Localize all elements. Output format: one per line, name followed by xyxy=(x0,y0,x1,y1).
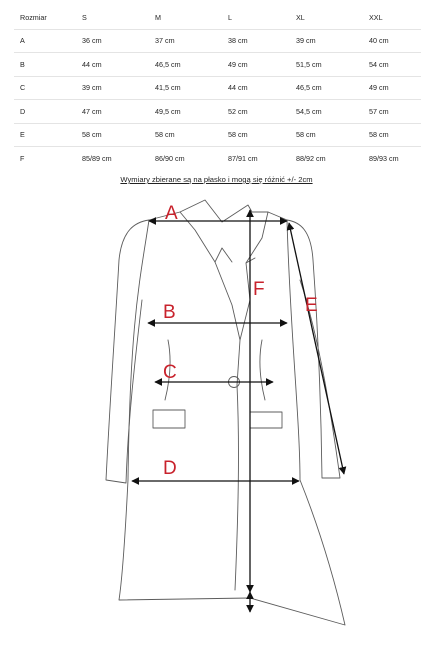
table-cell: 44 cm xyxy=(222,76,290,100)
table-cell: 39 cm xyxy=(290,29,363,53)
table-cell: 57 cm xyxy=(363,100,421,124)
header-cell-s: S xyxy=(76,6,149,29)
size-table xyxy=(14,6,421,170)
table-cell: 40 cm xyxy=(363,29,421,53)
table-cell: 38 cm xyxy=(222,29,290,53)
label-f: F xyxy=(253,279,265,300)
label-b: B xyxy=(163,302,176,323)
table-cell: 51,5 cm xyxy=(290,53,363,77)
table-row xyxy=(14,53,421,77)
label-a: A xyxy=(165,203,178,224)
table-cell: 58 cm xyxy=(76,123,149,147)
table-cell: 36 cm xyxy=(76,29,149,53)
right-lapel-outline xyxy=(240,212,268,340)
table-cell: 47 cm xyxy=(76,100,149,124)
right-pocket-outline xyxy=(250,412,282,428)
label-e: E xyxy=(305,295,318,316)
table-cell: 87/91 cm xyxy=(228,153,258,163)
row-label: B xyxy=(14,53,76,77)
header-cell-l: L xyxy=(222,6,290,29)
row-label: F xyxy=(20,153,25,163)
left-pocket-outline xyxy=(153,410,185,428)
table-cell: 49,5 cm xyxy=(149,100,222,124)
row-label: A xyxy=(14,29,76,53)
front-seam-outline xyxy=(235,385,238,590)
table-cell: 46,5 cm xyxy=(149,53,222,77)
table-cell: 86/90 cm xyxy=(155,153,185,163)
row-label: E xyxy=(14,123,76,147)
table-cell: 46,5 cm xyxy=(290,76,363,100)
row-label: D xyxy=(14,100,76,124)
table-cell: 58 cm xyxy=(149,123,222,147)
table-cell: 52 cm xyxy=(222,100,290,124)
table-row xyxy=(14,76,421,100)
table-cell: 58 cm xyxy=(363,123,421,147)
row-label: C xyxy=(14,76,76,100)
left-lapel-outline xyxy=(180,212,240,385)
table-row xyxy=(14,147,421,170)
measurement-note: Wymiary zbierane są na płasko i mogą się różnić +/- 2cm xyxy=(120,175,313,184)
header-cell-size: Rozmiar xyxy=(14,6,76,29)
right-sleeve-outline xyxy=(287,220,340,478)
table-row xyxy=(14,29,421,53)
header-cell-m: M xyxy=(149,6,222,29)
table-cell: 39 cm xyxy=(76,76,149,100)
header-cell-xl: XL xyxy=(290,6,363,29)
table-cell: 37 cm xyxy=(149,29,222,53)
dress-outline xyxy=(106,200,345,625)
table-cell: 49 cm xyxy=(222,53,290,77)
table-cell: 85/89 cm xyxy=(82,153,112,163)
header-cell-xxl: XXL xyxy=(363,6,421,29)
table-cell: 88/92 cm xyxy=(296,153,326,163)
table-cell: 54,5 cm xyxy=(290,100,363,124)
table-cell: 58 cm xyxy=(290,123,363,147)
table-cell: 89/93 cm xyxy=(369,153,399,163)
table-header-row xyxy=(14,6,421,29)
table-cell: 54 cm xyxy=(363,53,421,77)
table-cell: 49 cm xyxy=(363,76,421,100)
measure-line-e xyxy=(289,223,344,474)
label-d: D xyxy=(163,458,177,479)
table-cell: 58 cm xyxy=(222,123,290,147)
table-row xyxy=(14,123,421,147)
lapel-notch-outline xyxy=(215,248,255,263)
table-row xyxy=(14,100,421,124)
label-c: C xyxy=(163,362,177,383)
table-cell: 44 cm xyxy=(76,53,149,77)
table-cell: 41,5 cm xyxy=(149,76,222,100)
garment-diagram xyxy=(0,188,433,650)
